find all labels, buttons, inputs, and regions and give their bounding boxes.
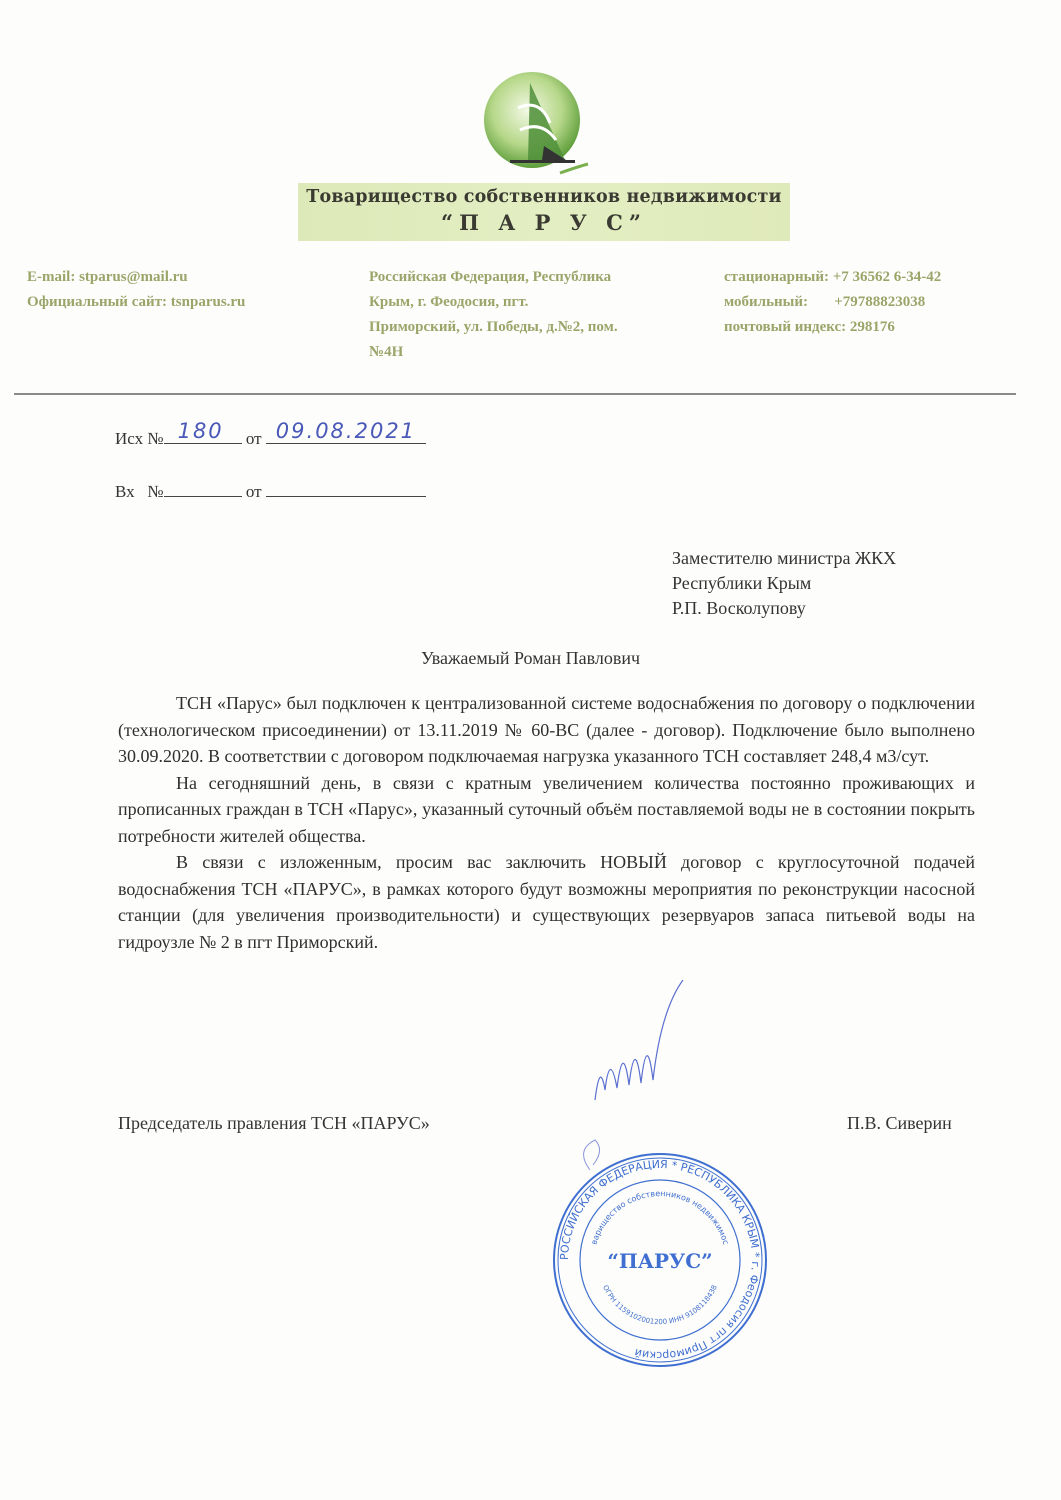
- incoming-label: Вх №: [115, 482, 164, 501]
- paragraph: На сегодняшний день, в связи с кратным увеличением количества постоянно проживающих и прописанных граждан в ТСН «Парус», указанный суточный объём поставляемой воды не в состоянии покрыть потребности жителей общества.: [118, 772, 975, 846]
- org-type: Товарищество собственников недвижимости: [306, 187, 782, 207]
- address: [369, 265, 618, 365]
- outgoing-date-field: [266, 419, 426, 444]
- seal-ids: ОГРН 1159102001200 ИНН 9108118438: [601, 1283, 719, 1327]
- contacts-left: [27, 265, 245, 315]
- org-banner: [298, 183, 790, 241]
- greeting: Уважаемый Роман Павлович: [420, 648, 641, 668]
- landline: стационарный: +7 36562 6-34-42: [724, 269, 942, 285]
- organization-seal: [550, 1150, 770, 1370]
- org-name: “П А Р У С”: [441, 210, 647, 235]
- outgoing-from-label: от: [245, 429, 262, 448]
- incoming-date-field: [266, 478, 426, 497]
- incoming-from-label: от: [245, 482, 262, 501]
- address-line: Российская Федерация, Республика: [369, 269, 612, 285]
- seal-outer-text: РОССИЙСКАЯ ФЕДЕРАЦИЯ * РЕСПУБЛИКА КРЫМ * г. Феодосия пгт Приморский: [557, 1157, 763, 1363]
- signatory-position: Председатель правления ТСН «ПАРУС»: [118, 1113, 430, 1133]
- seal-inner-text: варищество собственников недвижимос: [589, 1189, 731, 1246]
- contacts-right: [724, 265, 941, 340]
- address-line: Приморский, ул. Победы, д.№2, пом.: [369, 319, 618, 335]
- mobile: мобильный: +79788823038: [724, 294, 926, 310]
- incoming-number-field: [164, 478, 242, 497]
- address-line: Крым, г. Феодосия, пгт.: [369, 294, 529, 310]
- paragraph: В связи с изложенным, просим вас заключить НОВЫЙ договор с круглосуточной подачей водоснабжения ТСН «ПАРУС», в рамках которого будут возможны мероприятия по реконструкции насосной станции (для увеличения производительности) и существующих резервуаров запаса питьевой воды на гидроузле № 2 в пгт Приморский.: [118, 852, 975, 952]
- address-line: №4Н: [369, 344, 404, 360]
- addressee-line: Заместителю министра ЖКХ: [672, 548, 897, 568]
- seal-center-text: “ПАРУС”: [607, 1249, 713, 1273]
- outgoing-date: 09.08.2021: [275, 419, 417, 443]
- addressee-line: Республики Крым: [672, 573, 812, 593]
- incoming-registration: [115, 478, 426, 502]
- outgoing-number-field: [164, 419, 242, 444]
- website: Официальный сайт: tsnparus.ru: [27, 294, 246, 310]
- outgoing-registration: [115, 419, 426, 449]
- addressee: [672, 546, 896, 621]
- header-divider: [14, 393, 1016, 395]
- paragraph: ТСН «Парус» был подключен к централизованной системе водоснабжения по договору о подключении (технологическом присоединении) от 13.11.2019 № 60-ВС (далее - договор). Подключение было выполнено 30.09.2020. В соответствии с договором подключаемая нагрузка указанного ТСН составляет 248,4 м3/сут.: [118, 693, 975, 766]
- addressee-line: Р.П. Восколупову: [672, 598, 806, 618]
- postal-code: почтовый индекс: 298176: [724, 319, 895, 335]
- signatory-name: П.В. Сиверин: [847, 1113, 952, 1133]
- seal-ids-wrapper: [601, 1284, 719, 1326]
- outgoing-number: 180: [177, 419, 224, 443]
- outgoing-label: Исх №: [115, 429, 164, 448]
- sailboat-logo: [470, 68, 600, 188]
- email: E-mail: stparus@mail.ru: [27, 269, 188, 285]
- letter-body: [118, 690, 975, 955]
